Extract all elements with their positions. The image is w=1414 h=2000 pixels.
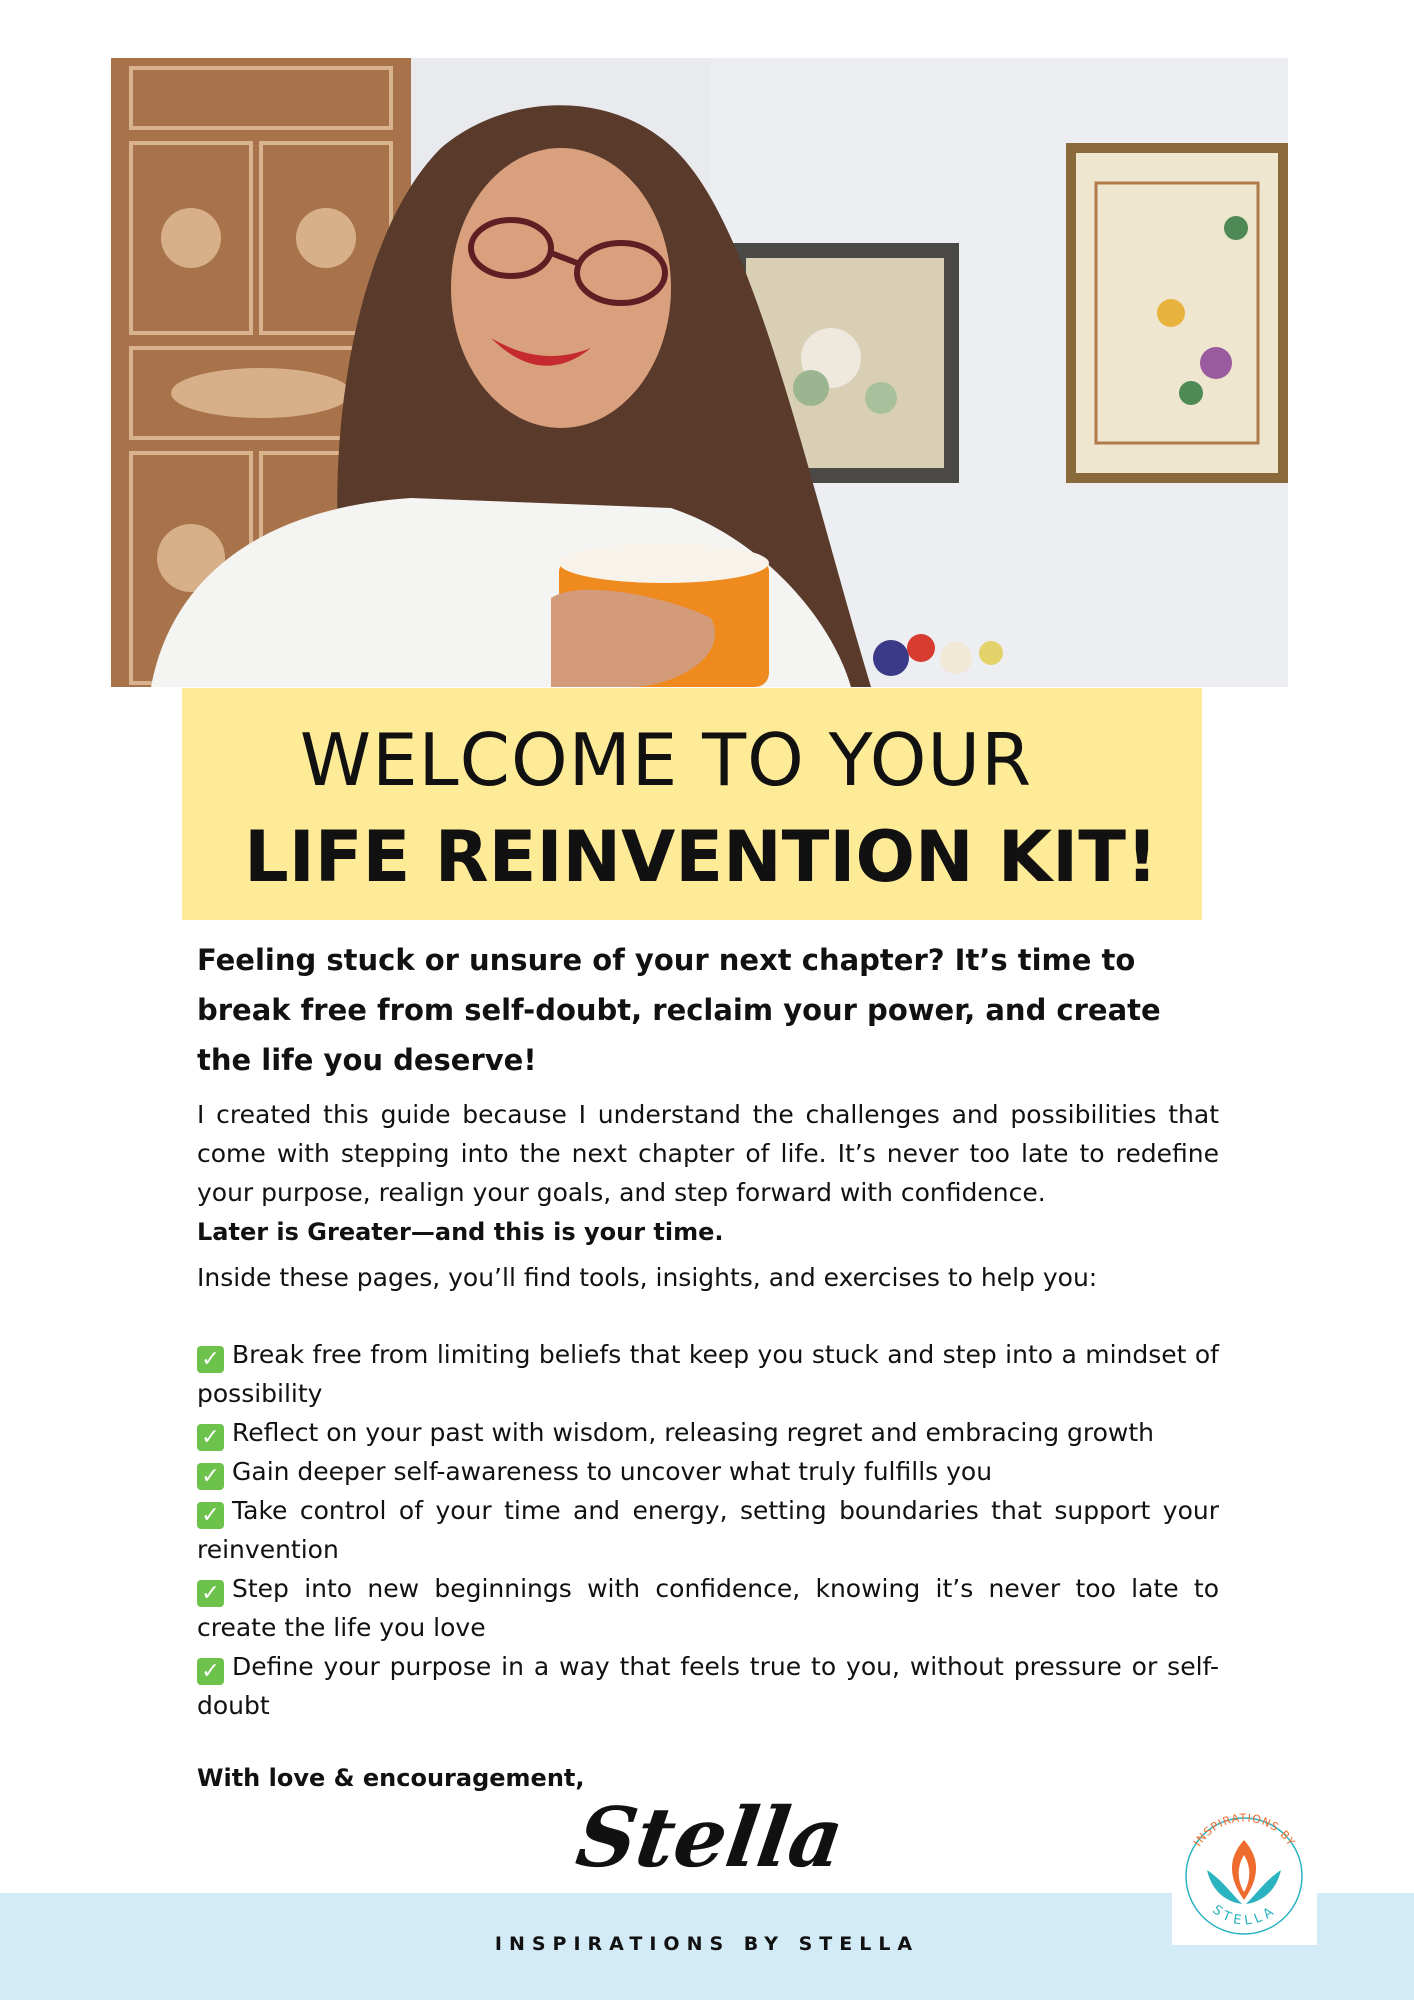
list-item xyxy=(197,1491,1219,1569)
check-icon: ✓ xyxy=(197,1424,224,1451)
intro-paragraph xyxy=(197,1095,1219,1252)
signoff: With love & encouragement, xyxy=(197,1764,585,1792)
list-item xyxy=(197,1452,1219,1491)
banner-title-line2: LIFE REINVENTION KIT! xyxy=(244,816,1158,898)
main-content xyxy=(197,935,1219,1798)
lead-paragraph: Feeling stuck or unsure of your next chapter? It’s time to break free from self-doubt, reclaim your power, and create the life you deserve! xyxy=(197,943,1161,1077)
benefit-text: Break free from limiting beliefs that keep you stuck and step into a mindset of possibility xyxy=(197,1340,1219,1408)
brand-logo xyxy=(1172,1800,1317,1945)
benefits-list xyxy=(197,1335,1219,1725)
check-icon: ✓ xyxy=(197,1580,224,1607)
check-icon: ✓ xyxy=(197,1502,224,1529)
benefit-text: Reflect on your past with wisdom, releasing regret and embracing growth xyxy=(232,1418,1155,1447)
list-item xyxy=(197,1335,1219,1413)
check-icon: ✓ xyxy=(197,1658,224,1685)
inside-intro: Inside these pages, you’ll find tools, insights, and exercises to help you: xyxy=(197,1263,1098,1292)
benefit-text: Step into new beginnings with confidence, knowing it’s never too late to create the life you love xyxy=(197,1574,1219,1642)
intro-text: I created this guide because I understand the challenges and possibilities that come with stepping into the next chapter of life. It’s never too late to redefine your purpose, realign your goals, and step forward with confidence. xyxy=(197,1100,1219,1207)
hero-photo xyxy=(111,58,1288,687)
logo-arc-top: INSPIRATIONS BY xyxy=(1190,1811,1298,1849)
svg-text:STELLA xyxy=(1209,1902,1279,1928)
list-item xyxy=(197,1569,1219,1647)
benefit-text: Take control of your time and energy, setting boundaries that support your reinvention xyxy=(197,1496,1219,1564)
tagline: Later is Greater—and this is your time. xyxy=(197,1218,724,1246)
list-item xyxy=(197,1647,1219,1725)
check-icon: ✓ xyxy=(197,1346,224,1373)
benefit-text: Gain deeper self-awareness to uncover what truly fulfills you xyxy=(232,1457,993,1486)
logo-arc-bottom: STELLA xyxy=(1209,1902,1280,1929)
footer-brand-text: INSPIRATIONS BY STELLA xyxy=(494,1933,920,1955)
welcome-banner xyxy=(182,688,1202,920)
benefit-text: Define your purpose in a way that feels true to you, without pressure or self-doubt xyxy=(197,1652,1219,1720)
list-item xyxy=(197,1413,1219,1452)
signature: Stella xyxy=(570,1790,850,1886)
banner-title-line1: WELCOME TO YOUR xyxy=(299,718,1033,802)
check-icon: ✓ xyxy=(197,1463,224,1490)
